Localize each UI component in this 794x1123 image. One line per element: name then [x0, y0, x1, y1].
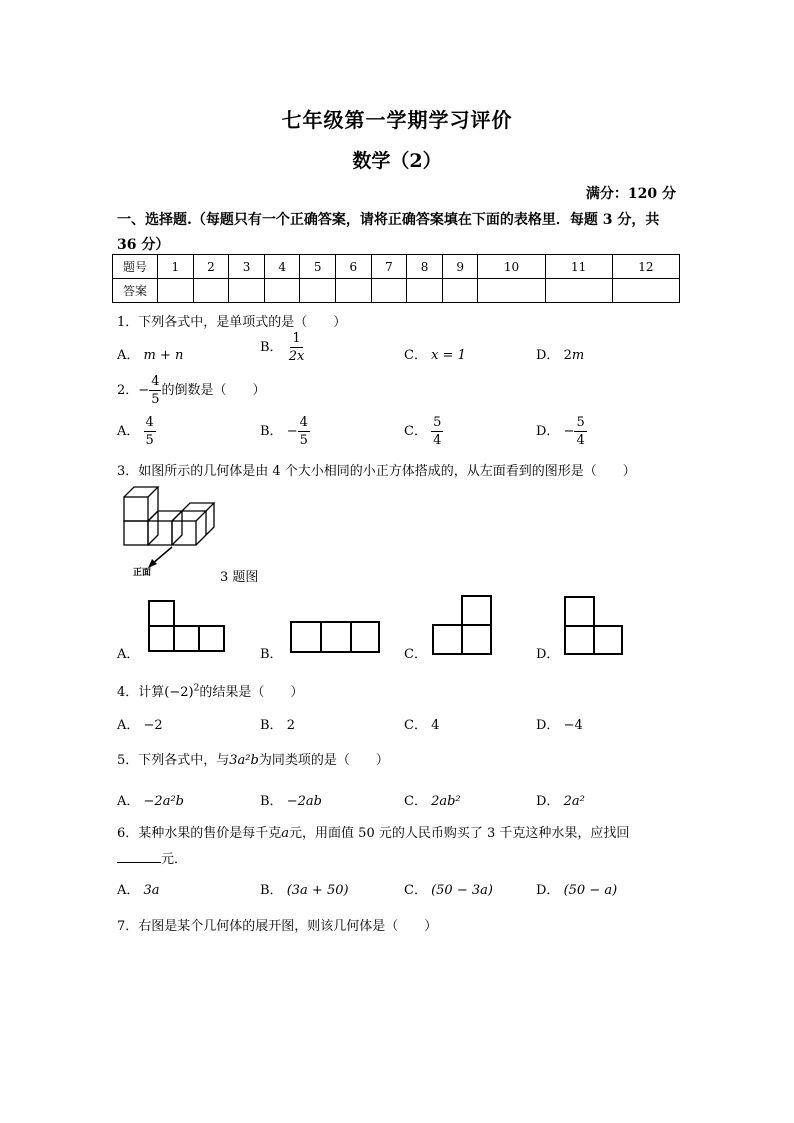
option-value: 2ab²	[431, 794, 461, 809]
option-label: D．	[536, 348, 560, 363]
question-number: 2．	[117, 383, 139, 398]
option-label: C．	[404, 718, 427, 733]
option-value: (50 − 3a)	[431, 883, 493, 898]
option-label: B．	[260, 340, 283, 355]
question-text: 6．某种水果的售价是每千克	[117, 826, 282, 841]
variable: a	[281, 826, 290, 841]
option-var: m	[571, 348, 585, 363]
option-value: −2ab	[286, 794, 322, 809]
table-row-label: 答案	[113, 279, 158, 303]
question-5-stem	[117, 749, 389, 768]
option-label: B．	[260, 424, 283, 439]
fraction-denominator: 2x	[288, 349, 305, 364]
option-label: B．	[260, 718, 283, 733]
view-b-figure	[288, 619, 382, 655]
answer-cell[interactable]	[612, 279, 679, 303]
q3-option-a[interactable]: A．	[117, 647, 140, 662]
fraction-numerator: 4	[151, 374, 160, 389]
option-label: A．	[117, 348, 140, 363]
table-cell-number: 10	[478, 255, 545, 279]
table-row-answers	[113, 279, 680, 303]
q6-option-d[interactable]	[536, 879, 617, 898]
answer-cell[interactable]	[158, 279, 194, 303]
option-label: D．	[536, 424, 560, 439]
question-7-stem: 7．右图是某个几何体的展开图，则该几何体是（ ）	[117, 919, 438, 934]
table-cell-number: 9	[442, 255, 478, 279]
fraction	[298, 416, 310, 447]
answer-cell[interactable]	[478, 279, 545, 303]
answer-cell[interactable]	[229, 279, 265, 303]
option-value: 4	[431, 718, 440, 733]
fraction-numerator: 5	[576, 415, 585, 430]
option-value: m + n	[143, 348, 184, 363]
option-label: C．	[404, 348, 427, 363]
q1-option-a[interactable]	[117, 344, 183, 363]
expression: (−2)	[164, 685, 194, 700]
fraction-denominator: 5	[145, 433, 154, 448]
full-mark: 满分：120 分	[585, 186, 676, 202]
option-label: A．	[117, 883, 140, 898]
table-cell-number: 11	[545, 255, 612, 279]
page-subtitle: 数学（2）	[352, 150, 442, 172]
q3-option-d[interactable]: D．	[536, 647, 560, 662]
table-row-numbers	[113, 255, 680, 279]
q5-option-a[interactable]	[117, 790, 184, 809]
q2-option-c[interactable]	[404, 416, 443, 447]
fraction-denominator: 4	[576, 433, 585, 448]
fraction-numerator: 1	[292, 331, 301, 346]
fraction-numerator: 4	[145, 415, 154, 430]
table-cell-number: 2	[193, 255, 229, 279]
fraction-denominator: 5	[151, 392, 160, 407]
option-label: D．	[536, 794, 560, 809]
fraction-numerator: 5	[433, 415, 442, 430]
q1-option-d[interactable]	[536, 344, 584, 363]
table-cell-number: 7	[371, 255, 407, 279]
q2-option-a[interactable]	[117, 416, 156, 447]
q6-option-b[interactable]	[260, 879, 349, 898]
option-label: C．	[404, 424, 427, 439]
option-label: A．	[117, 794, 140, 809]
q5-option-c[interactable]	[404, 790, 461, 809]
question-4-stem	[117, 681, 303, 700]
question-text: 元，用面值 50 元的人民币购买了 3 千克这种水果，应找回	[289, 826, 630, 841]
table-cell-number: 3	[229, 255, 265, 279]
q4-option-d[interactable]	[536, 714, 583, 733]
answer-cell[interactable]	[264, 279, 300, 303]
q2-option-d[interactable]	[536, 416, 587, 447]
question-text: 为同类项的是（ ）	[258, 753, 389, 768]
option-value: (3a + 50)	[286, 883, 349, 898]
page-title: 七年级第一学期学习评价	[281, 108, 513, 132]
cube-stack-icon	[124, 487, 214, 545]
section-heading: 一、选择题.（每题只有一个正确答案，请将正确答案填在下面的表格里．每题 3 分，共 36 分）	[117, 212, 660, 253]
exponent: 2	[193, 683, 200, 694]
option-label: A．	[117, 718, 140, 733]
q2-option-b[interactable]	[260, 416, 310, 447]
option-label: B．	[260, 883, 283, 898]
option-value: x = 1	[431, 348, 466, 363]
option-label: C．	[404, 883, 427, 898]
table-cell-number: 4	[264, 255, 300, 279]
fraction	[149, 375, 161, 406]
view-c-figure	[430, 593, 494, 656]
q3-option-c[interactable]: C．	[404, 647, 427, 662]
q6-option-a[interactable]	[117, 879, 160, 898]
fraction-denominator: 4	[433, 433, 442, 448]
fraction	[287, 332, 307, 363]
fraction-numerator: 4	[299, 415, 308, 430]
question-text: 元．	[161, 852, 188, 867]
question-text: 5．下列各式中，与	[117, 753, 230, 768]
q4-option-a[interactable]	[117, 714, 163, 733]
arrow-icon	[152, 547, 172, 564]
question-text: 的倒数是（ ）	[161, 383, 266, 398]
answer-cell[interactable]	[193, 279, 229, 303]
table-cell-number: 8	[407, 255, 443, 279]
answer-table	[112, 254, 680, 303]
answer-cell[interactable]	[371, 279, 407, 303]
answer-blank[interactable]	[117, 850, 161, 863]
question-2-stem	[117, 375, 265, 406]
answer-cell[interactable]	[300, 279, 336, 303]
figure-caption: 3 题图	[220, 570, 259, 585]
answer-cell[interactable]	[545, 279, 612, 303]
answer-cell[interactable]	[407, 279, 443, 303]
question-3-stem: 3．如图所示的几何体是由 4 个大小相同的小正方体搭成的，从左面看到的图形是（ ）	[117, 464, 636, 479]
q1-option-b[interactable]	[260, 332, 306, 363]
neg-sign: −	[138, 383, 150, 398]
view-d-figure	[562, 594, 626, 656]
q6-option-c[interactable]	[404, 879, 493, 898]
option-value: (50 − a)	[563, 883, 618, 898]
option-value: −2a²b	[143, 794, 184, 809]
view-a-figure	[146, 598, 226, 656]
table-cell-number: 12	[612, 255, 679, 279]
question-text: 4．计算	[117, 685, 165, 700]
option-coef: 2	[563, 348, 572, 363]
option-label: A．	[117, 424, 140, 439]
question-6-line2	[117, 848, 187, 867]
table-cell-number: 6	[336, 255, 372, 279]
q3-option-b[interactable]: B．	[260, 647, 283, 662]
expression: 3a²b	[229, 753, 259, 768]
q4-option-b[interactable]	[260, 714, 295, 733]
table-cell-number: 1	[158, 255, 194, 279]
question-text: 的结果是（ ）	[199, 685, 304, 700]
question-6-stem	[117, 822, 687, 841]
neg-sign: −	[286, 424, 298, 439]
option-value: 2	[286, 718, 295, 733]
table-cell-number: 5	[300, 255, 336, 279]
fraction	[431, 416, 443, 447]
q4-option-c[interactable]	[404, 714, 439, 733]
option-value: −2	[143, 718, 163, 733]
table-row-label: 题号	[113, 255, 158, 279]
q5-option-b[interactable]	[260, 790, 322, 809]
fraction	[574, 416, 586, 447]
answer-cell[interactable]	[442, 279, 478, 303]
question-1-stem: 1．下列各式中，是单项式的是（ ）	[117, 315, 347, 330]
option-label: B．	[260, 794, 283, 809]
q5-option-d[interactable]	[536, 790, 585, 809]
option-label: D．	[536, 718, 560, 733]
front-label: 正面	[133, 568, 152, 578]
answer-cell[interactable]	[336, 279, 372, 303]
option-label: D．	[536, 883, 560, 898]
neg-sign: −	[563, 424, 575, 439]
fraction-denominator: 5	[299, 433, 308, 448]
option-value: 3a	[143, 883, 160, 898]
option-label: C．	[404, 794, 427, 809]
option-value: −4	[563, 718, 583, 733]
q1-option-c[interactable]	[404, 344, 466, 363]
fraction	[144, 416, 156, 447]
option-value: 2a²	[563, 794, 585, 809]
